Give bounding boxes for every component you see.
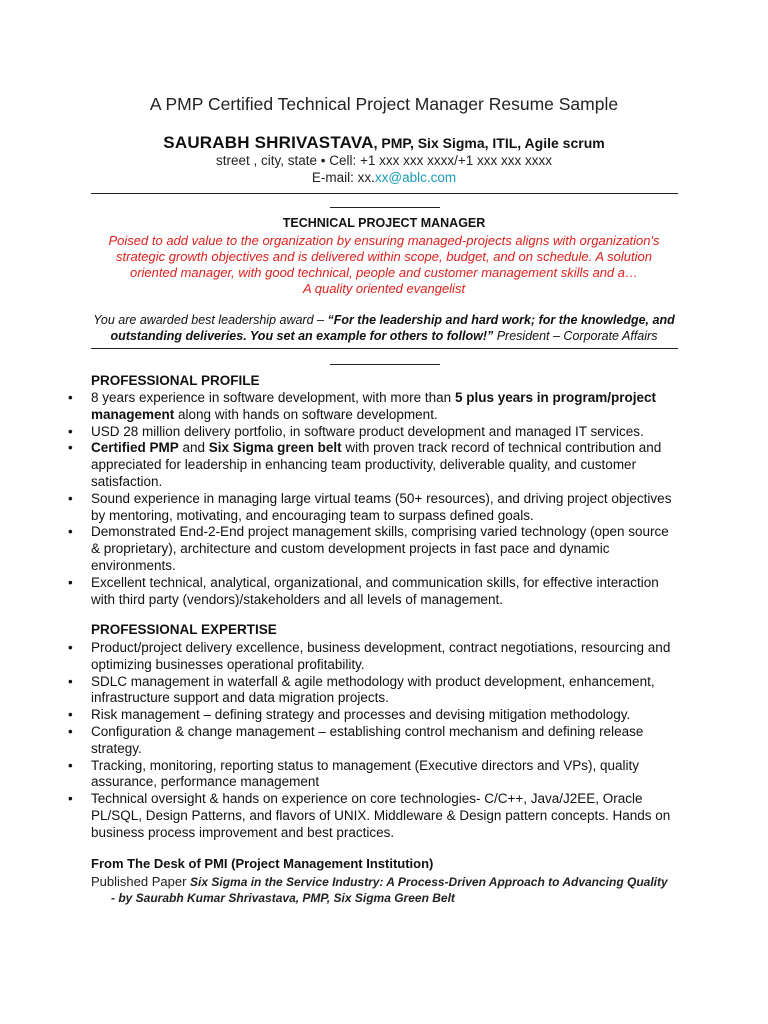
objective-line: A quality oriented evangelist <box>302 281 466 296</box>
job-title-heading: TECHNICAL PROJECT MANAGER <box>282 216 486 230</box>
award-line <box>80 312 688 328</box>
objective-statement <box>80 233 688 297</box>
bullet-icon: • <box>68 390 73 405</box>
list-item: • USD 28 million delivery portfolio, in software product development and managed IT services. <box>68 423 644 439</box>
award-prefix: You are awarded best leadership award – <box>93 313 328 327</box>
bullet-icon: • <box>68 723 73 739</box>
list-item: • Product/project delivery excellence, business development, contract negotiations, resourcing and optimizing businesses operational profitability. <box>68 640 671 672</box>
award-line <box>80 328 688 344</box>
bullet-icon: • <box>68 524 73 540</box>
candidate-name-line <box>0 133 768 153</box>
list-item: • 8 years experience in software development, with more than 5 plus years in program/project management along with hands on software development. <box>68 390 657 422</box>
published-paper <box>91 874 671 906</box>
profile-heading: PROFESSIONAL PROFILE <box>91 373 260 388</box>
list-item: • Configuration & change management – establishing control mechanism and defining release strategy. <box>68 723 644 756</box>
bullet-icon: • <box>68 791 73 807</box>
list-item: • Tracking, monitoring, reporting status to management (Executive directors and VPs), quality assurance, performance management <box>68 757 640 790</box>
email-link[interactable]: xx@ablc.com <box>374 170 457 185</box>
paper-author: - by Saurabh Kumar Shrivastava, PMP, Six Sigma Green Belt <box>91 891 455 905</box>
award-quote-part: outstanding deliveries. You set an example for others to follow!” <box>110 329 494 343</box>
pmi-heading: From The Desk of PMI (Project Management Institution) <box>91 856 434 871</box>
profile-list <box>68 390 680 608</box>
objective-line: Poised to add value to the organization by ensuring managed-projects aligns with organization's <box>108 233 660 248</box>
short-divider <box>330 364 440 365</box>
contact-address: street , city, state • Cell: +1 xxx xxx xxxx/+1 xxx xxx xxxx <box>215 153 553 168</box>
bullet-icon: • <box>68 490 73 506</box>
list-item: • Technical oversight & hands on experience on core technologies- C/C++, Java/J2EE, Oracle PL/SQL, Design Patterns, and flavors of UNIX. Middleware & Design pattern concepts. Hands on business process improvement and best practices. <box>68 791 671 840</box>
award-divider <box>91 348 678 349</box>
published-label: Published Paper <box>91 874 191 889</box>
header-divider <box>91 193 678 194</box>
candidate-name: SAURABH SHRIVASTAVA <box>163 133 374 152</box>
award-suffix: President – Corporate Affairs <box>493 329 658 343</box>
award-quote-part: “For the leadership and hard work; for the knowledge, and <box>327 313 675 327</box>
bullet-icon: • <box>68 640 73 655</box>
list-item: • SDLC management in waterfall & agile methodology with product development, enhancement, infrastructure support and data migration projects. <box>68 673 655 706</box>
list-item: • Sound experience in managing large virtual teams (50+ resources), and driving project objectives by mentoring, motivating, and encouraging team to surpass defined goals. <box>68 490 672 523</box>
document-title: A PMP Certified Technical Project Manager Resume Sample <box>149 94 619 114</box>
bullet-icon: • <box>68 673 73 689</box>
bullet-icon: • <box>68 440 73 456</box>
expertise-heading: PROFESSIONAL EXPERTISE <box>91 622 277 637</box>
objective-line: oriented manager, with good technical, people and customer management skills and a… <box>129 265 639 280</box>
list-item: • Demonstrated End-2-End project management skills, comprising varied technology (open source & proprietary), architecture and custom development projects in fast pace and dynamic environments. <box>68 524 669 573</box>
list-item: • Excellent technical, analytical, organizational, and communication skills, for effective interaction with third party (vendors)/stakeholders and all levels of management. <box>68 574 659 607</box>
candidate-credentials: , PMP, Six Sigma, ITIL, Agile scrum <box>373 135 605 151</box>
award-quote <box>80 312 688 344</box>
email-label: E-mail: xx. <box>311 170 375 185</box>
bullet-icon: • <box>68 423 73 439</box>
bullet-icon: • <box>68 757 73 773</box>
bullet-icon: • <box>68 707 73 723</box>
list-item: • Certified PMP and Six Sigma green belt with proven track record of technical contribution and appreciated for leadership in enhancing team productivity, deliverable quality, and customer satisfaction. <box>68 440 662 489</box>
list-item: • Risk management – defining strategy and processes and devising mitigation methodology. <box>68 707 631 723</box>
expertise-list <box>68 640 680 842</box>
short-divider <box>330 207 440 208</box>
bullet-icon: • <box>68 574 73 590</box>
paper-title: Six Sigma in the Service Industry: A Process-Driven Approach to Advancing Quality <box>190 875 668 889</box>
objective-line: strategic growth objectives and is delivered within scope, budget, and on schedule. A solution <box>116 249 652 264</box>
contact-email <box>0 170 768 185</box>
